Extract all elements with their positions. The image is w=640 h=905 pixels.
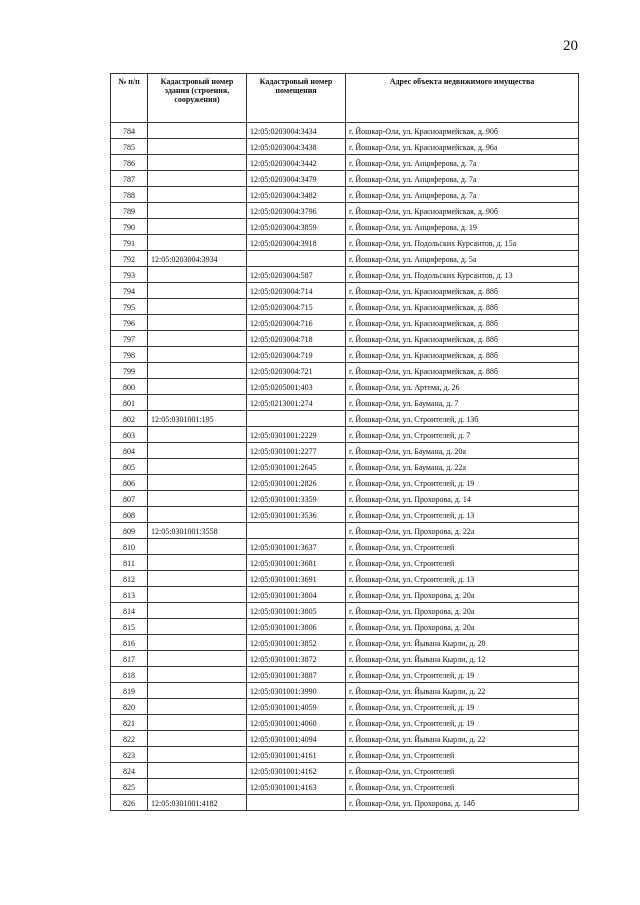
table-row [111,267,579,283]
building-cadastral-number [148,235,247,251]
address: г. Йошкар-Ола, ул. Анциферова, д. 7а [346,187,579,203]
building-cadastral-number: 12:05:0203004:3934 [148,251,247,267]
address: г. Йошкар-Ола, ул. Строителей [346,747,579,763]
page-number: 20 [563,38,578,54]
row-number: 825 [111,779,148,795]
table-row [111,635,579,651]
table-row [111,443,579,459]
table-row [111,587,579,603]
premises-cadastral-number: 12:05:0203004:3796 [247,203,346,219]
premises-cadastral-number: 12:05:0203004:3438 [247,139,346,155]
table-row [111,571,579,587]
building-cadastral-number: 12:05:0301001:195 [148,411,247,427]
property-table [110,73,579,811]
table-row [111,779,579,795]
row-number: 803 [111,427,148,443]
premises-cadastral-number: 12:05:0203004:587 [247,267,346,283]
premises-cadastral-number [247,411,346,427]
premises-cadastral-number [247,523,346,539]
address: г. Йошкар-Ола, ул. Красноармейская, д. 96а [346,139,579,155]
building-cadastral-number [148,635,247,651]
column-header-number: № п/п [111,74,148,123]
table-row [111,155,579,171]
premises-cadastral-number: 12:05:0203004:721 [247,363,346,379]
premises-cadastral-number [247,795,346,811]
premises-cadastral-number: 12:05:0301001:3359 [247,491,346,507]
table-row [111,251,579,267]
premises-cadastral-number: 12:05:0301001:3681 [247,555,346,571]
premises-cadastral-number: 12:05:0203004:3859 [247,219,346,235]
row-number: 808 [111,507,148,523]
table-row [111,123,579,139]
table-row [111,427,579,443]
row-number: 810 [111,539,148,555]
address: г. Йошкар-Ола, ул. Строителей, д. 13б [346,411,579,427]
address: г. Йошкар-Ола, ул. Анциферова, д. 19 [346,219,579,235]
address: г. Йошкар-Ола, ул. Строителей, д. 13 [346,507,579,523]
premises-cadastral-number: 12:05:0203004:3918 [247,235,346,251]
address: г. Йошкар-Ола, ул. Красноармейская, д. 88б [346,347,579,363]
building-cadastral-number [148,667,247,683]
premises-cadastral-number: 12:05:0301001:3806 [247,619,346,635]
building-cadastral-number [148,347,247,363]
address: г. Йошкар-Ола, ул. Строителей, д. 19 [346,475,579,491]
row-number: 795 [111,299,148,315]
building-cadastral-number [148,507,247,523]
premises-cadastral-number: 12:05:0301001:4059 [247,699,346,715]
building-cadastral-number [148,475,247,491]
row-number: 785 [111,139,148,155]
row-number: 822 [111,731,148,747]
address: г. Йошкар-Ола, ул. Красноармейская, д. 88б [346,331,579,347]
row-number: 797 [111,331,148,347]
premises-cadastral-number: 12:05:0301001:3637 [247,539,346,555]
premises-cadastral-number: 12:05:0203004:714 [247,283,346,299]
building-cadastral-number [148,283,247,299]
table-row [111,187,579,203]
table-row [111,475,579,491]
row-number: 817 [111,651,148,667]
premises-cadastral-number: 12:05:0203004:716 [247,315,346,331]
address: г. Йошкар-Ола, ул. Прохорова, д. 20а [346,619,579,635]
row-number: 820 [111,699,148,715]
table-row [111,619,579,635]
row-number: 787 [111,171,148,187]
table-body [111,123,579,811]
building-cadastral-number [148,459,247,475]
row-number: 791 [111,235,148,251]
building-cadastral-number [148,267,247,283]
building-cadastral-number [148,539,247,555]
building-cadastral-number: 12:05:0301001:3558 [148,523,247,539]
building-cadastral-number [148,731,247,747]
building-cadastral-number [148,395,247,411]
building-cadastral-number [148,779,247,795]
address: г. Йошкар-Ола, ул. Подольских Курсантов, д. 15а [346,235,579,251]
building-cadastral-number [148,139,247,155]
row-number: 809 [111,523,148,539]
table-row [111,235,579,251]
premises-cadastral-number: 12:05:0203004:718 [247,331,346,347]
row-number: 814 [111,603,148,619]
address: г. Йошкар-Ола, ул. Йывана Кырли, д. 28 [346,635,579,651]
premises-cadastral-number: 12:05:0301001:3872 [247,651,346,667]
premises-cadastral-number: 12:05:0301001:4162 [247,763,346,779]
building-cadastral-number [148,491,247,507]
row-number: 784 [111,123,148,139]
table-row [111,651,579,667]
table-row [111,795,579,811]
building-cadastral-number [148,699,247,715]
row-number: 798 [111,347,148,363]
row-number: 788 [111,187,148,203]
row-number: 824 [111,763,148,779]
row-number: 813 [111,587,148,603]
address: г. Йошкар-Ола, ул. Прохорова, д. 14б [346,795,579,811]
building-cadastral-number [148,379,247,395]
address: г. Йошкар-Ола, ул. Строителей [346,763,579,779]
address: г. Йошкар-Ола, ул. Красноармейская, д. 88б [346,299,579,315]
premises-cadastral-number: 12:05:0301001:3852 [247,635,346,651]
row-number: 799 [111,363,148,379]
row-number: 806 [111,475,148,491]
table-row [111,539,579,555]
premises-cadastral-number: 12:05:0205001:403 [247,379,346,395]
building-cadastral-number: 12:05:0301001:4182 [148,795,247,811]
premises-cadastral-number: 12:05:0301001:3887 [247,667,346,683]
building-cadastral-number [148,187,247,203]
table-row [111,171,579,187]
table-row [111,139,579,155]
table-row [111,667,579,683]
premises-cadastral-number: 12:05:0203004:3482 [247,187,346,203]
table-row [111,699,579,715]
premises-cadastral-number: 12:05:0203004:3434 [247,123,346,139]
table-row [111,747,579,763]
premises-cadastral-number: 12:05:0301001:3805 [247,603,346,619]
building-cadastral-number [148,171,247,187]
premises-cadastral-number: 12:05:0301001:3536 [247,507,346,523]
address: г. Йошкар-Ола, ул. Строителей, д. 19 [346,715,579,731]
address: г. Йошкар-Ола, ул. Строителей, д. 19 [346,667,579,683]
building-cadastral-number [148,747,247,763]
address: г. Йошкар-Ола, ул. Строителей, д. 7 [346,427,579,443]
premises-cadastral-number: 12:05:0301001:3990 [247,683,346,699]
address: г. Йошкар-Ола, ул. Анциферова, д. 5а [346,251,579,267]
row-number: 811 [111,555,148,571]
premises-cadastral-number: 12:05:0203004:715 [247,299,346,315]
table-row [111,715,579,731]
building-cadastral-number [148,619,247,635]
address: г. Йошкар-Ола, ул. Строителей [346,555,579,571]
row-number: 793 [111,267,148,283]
table-row [111,763,579,779]
building-cadastral-number [148,603,247,619]
building-cadastral-number [148,155,247,171]
table-row [111,523,579,539]
building-cadastral-number [148,219,247,235]
row-number: 796 [111,315,148,331]
address: г. Йошкар-Ола, ул. Баумана, д. 7 [346,395,579,411]
row-number: 805 [111,459,148,475]
table-row [111,411,579,427]
address: г. Йошкар-Ола, ул. Подольских Курсантов, д. 13 [346,267,579,283]
row-number: 789 [111,203,148,219]
premises-cadastral-number: 12:05:0213001:274 [247,395,346,411]
address: г. Йошкар-Ола, ул. Артема, д. 26 [346,379,579,395]
table-row [111,219,579,235]
row-number: 823 [111,747,148,763]
premises-cadastral-number: 12:05:0301001:3691 [247,571,346,587]
address: г. Йошкар-Ола, ул. Красноармейская, д. 90б [346,123,579,139]
table-row [111,491,579,507]
row-number: 812 [111,571,148,587]
table-row [111,347,579,363]
table-row [111,315,579,331]
building-cadastral-number [148,683,247,699]
address: г. Йошкар-Ола, ул. Строителей, д. 13 [346,571,579,587]
row-number: 794 [111,283,148,299]
address: г. Йошкар-Ола, ул. Баумана, д. 22а [346,459,579,475]
table-row [111,507,579,523]
row-number: 802 [111,411,148,427]
address: г. Йошкар-Ола, ул. Анциферова, д. 7а [346,171,579,187]
column-header-premises-cadastral: Кадастровый номер помещения [247,74,346,123]
row-number: 790 [111,219,148,235]
address: г. Йошкар-Ола, ул. Прохорова, д. 14 [346,491,579,507]
row-number: 801 [111,395,148,411]
building-cadastral-number [148,331,247,347]
table-row [111,283,579,299]
building-cadastral-number [148,763,247,779]
premises-cadastral-number: 12:05:0301001:4094 [247,731,346,747]
premises-cadastral-number: 12:05:0203004:3479 [247,171,346,187]
premises-cadastral-number: 12:05:0301001:4161 [247,747,346,763]
building-cadastral-number [148,363,247,379]
building-cadastral-number [148,123,247,139]
table-row [111,603,579,619]
premises-cadastral-number: 12:05:0301001:4060 [247,715,346,731]
table-row [111,459,579,475]
address: г. Йошкар-Ола, ул. Прохорова, д. 22а [346,523,579,539]
row-number: 821 [111,715,148,731]
row-number: 818 [111,667,148,683]
building-cadastral-number [148,203,247,219]
premises-cadastral-number: 12:05:0301001:4163 [247,779,346,795]
table-row [111,731,579,747]
building-cadastral-number [148,651,247,667]
premises-cadastral-number: 12:05:0203004:719 [247,347,346,363]
address: г. Йошкар-Ола, ул. Строителей [346,539,579,555]
building-cadastral-number [148,715,247,731]
address: г. Йошкар-Ола, ул. Йывана Кырли, д. 12 [346,651,579,667]
building-cadastral-number [148,587,247,603]
table-row [111,299,579,315]
row-number: 807 [111,491,148,507]
address: г. Йошкар-Ола, ул. Баумана, д. 20а [346,443,579,459]
row-number: 800 [111,379,148,395]
building-cadastral-number [148,571,247,587]
address: г. Йошкар-Ола, ул. Красноармейская, д. 88б [346,283,579,299]
premises-cadastral-number [247,251,346,267]
table-row [111,683,579,699]
address: г. Йошкар-Ола, ул. Йывана Кырли, д. 22 [346,731,579,747]
row-number: 786 [111,155,148,171]
table-row [111,379,579,395]
address: г. Йошкар-Ола, ул. Красноармейская, д. 88б [346,363,579,379]
premises-cadastral-number: 12:05:0301001:3804 [247,587,346,603]
address: г. Йошкар-Ола, ул. Йывана Кырли, д. 22 [346,683,579,699]
table-row [111,363,579,379]
row-number: 792 [111,251,148,267]
building-cadastral-number [148,555,247,571]
address: г. Йошкар-Ола, ул. Прохорова, д. 20а [346,603,579,619]
building-cadastral-number [148,299,247,315]
building-cadastral-number [148,427,247,443]
building-cadastral-number [148,315,247,331]
column-header-address: Адрес объекта недвижимого имущества [346,74,579,123]
table-header-row [111,74,579,123]
row-number: 815 [111,619,148,635]
premises-cadastral-number: 12:05:0301001:2645 [247,459,346,475]
row-number: 826 [111,795,148,811]
building-cadastral-number [148,443,247,459]
address: г. Йошкар-Ола, ул. Красноармейская, д. 88б [346,315,579,331]
address: г. Йошкар-Ола, ул. Прохорова, д. 20а [346,587,579,603]
address: г. Йошкар-Ола, ул. Строителей [346,779,579,795]
address: г. Йошкар-Ола, ул. Анциферова, д. 7а [346,155,579,171]
address: г. Йошкар-Ола, ул. Строителей, д. 19 [346,699,579,715]
table-row [111,331,579,347]
address: г. Йошкар-Ола, ул. Красноармейская, д. 90б [346,203,579,219]
row-number: 804 [111,443,148,459]
premises-cadastral-number: 12:05:0301001:2826 [247,475,346,491]
row-number: 816 [111,635,148,651]
table-row [111,203,579,219]
table-row [111,395,579,411]
premises-cadastral-number: 12:05:0301001:2277 [247,443,346,459]
table-row [111,555,579,571]
column-header-building-cadastral: Кадастровый номер здания (строения, сооружения) [148,74,247,123]
premises-cadastral-number: 12:05:0301001:2229 [247,427,346,443]
premises-cadastral-number: 12:05:0203004:3442 [247,155,346,171]
row-number: 819 [111,683,148,699]
